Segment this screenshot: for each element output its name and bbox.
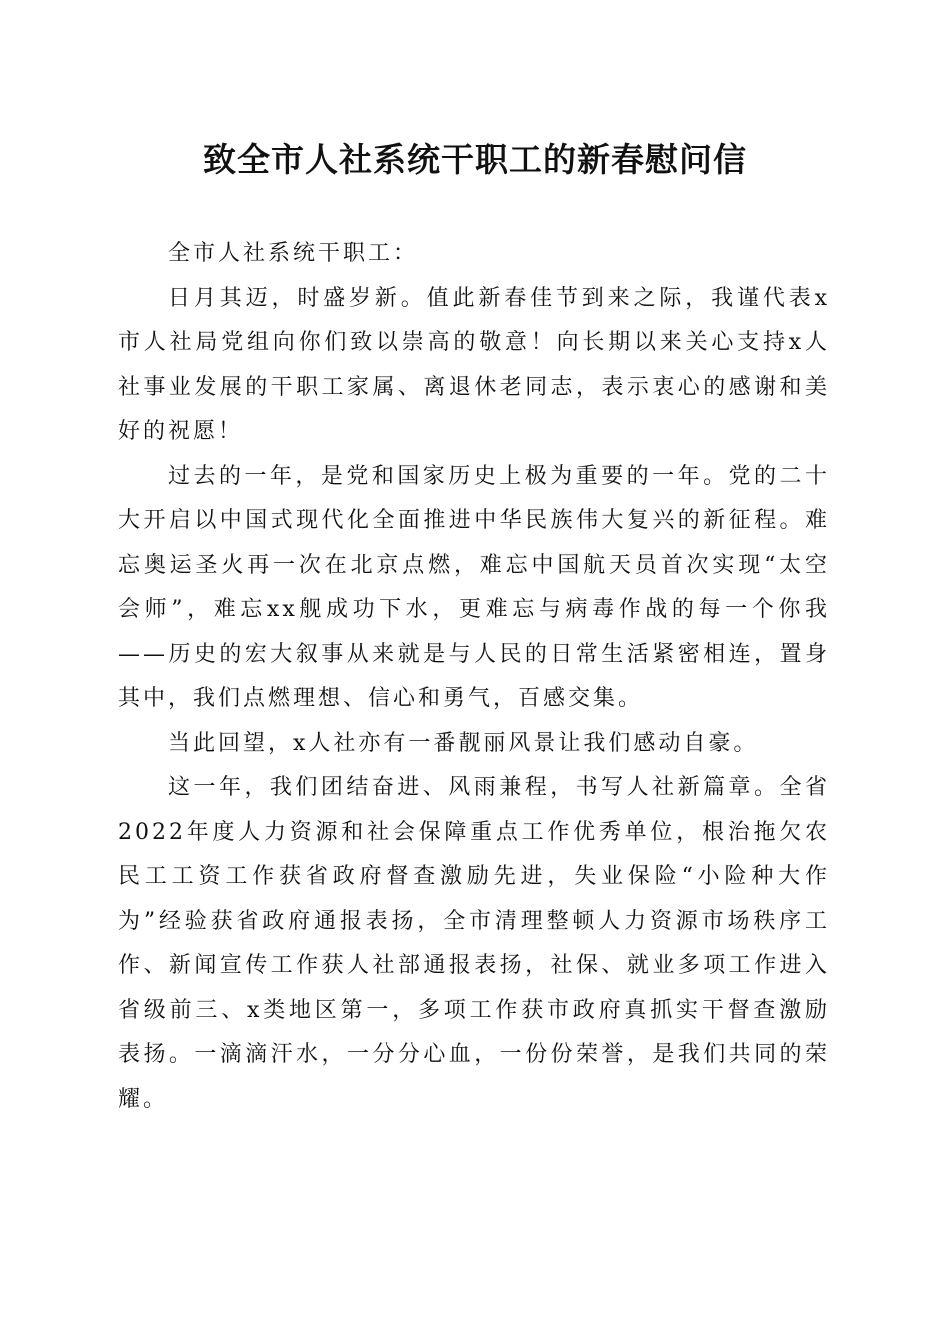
paragraph-past-year: 过去的一年，是党和国家历史上极为重要的一年。党的二十大开启以中国式现代化全面推进中华民族伟大复兴的新征程。难忘奥运圣火再一次在北京点燃，难忘中国航天员首次实现“太空会师”，难忘xx舰成功下水，更难忘与病毒作战的每一个你我——历史的宏大叙事从来就是与人民的日常生活紧密相连，置身其中，我们点燃理想、信心和勇气，百感交集。	[118, 463, 830, 711]
document-title: 致全市人社系统干职工的新春慰问信	[203, 140, 747, 179]
document-body	[118, 232, 830, 1122]
paragraph-retrospect: 当此回望，x人社亦有一番靓丽风景让我们感动自豪。	[168, 730, 759, 756]
paragraph-greeting: 日月其迈，时盛岁新。值此新春佳节到来之际，我谨代表x市人社局党组向你们致以崇高的敬意！向长期以来关心支持x人社事业发展的干职工家属、离退休老同志，表示衷心的感谢和美好的祝愿！	[118, 285, 830, 444]
paragraph-achievements: 这一年，我们团结奋进、风雨兼程，书写人社新篇章。全省2022年度人力资源和社会保障重点工作优秀单位，根治拖欠农民工工资工作获省政府督查激励先进，失业保险“小险种大作为”经验获省政府通报表扬，全市清理整顿人力资源市场秩序工作、新闻宣传工作获人社部通报表扬，社保、就业多项工作进入省级前三、x类地区第一，多项工作获市政府真抓实干督查激励表扬。一滴滴汗水，一分分心血，一份份荣誉，是我们共同的荣耀。	[118, 775, 830, 1112]
salutation: 全市人社系统干职工：	[168, 241, 419, 266]
